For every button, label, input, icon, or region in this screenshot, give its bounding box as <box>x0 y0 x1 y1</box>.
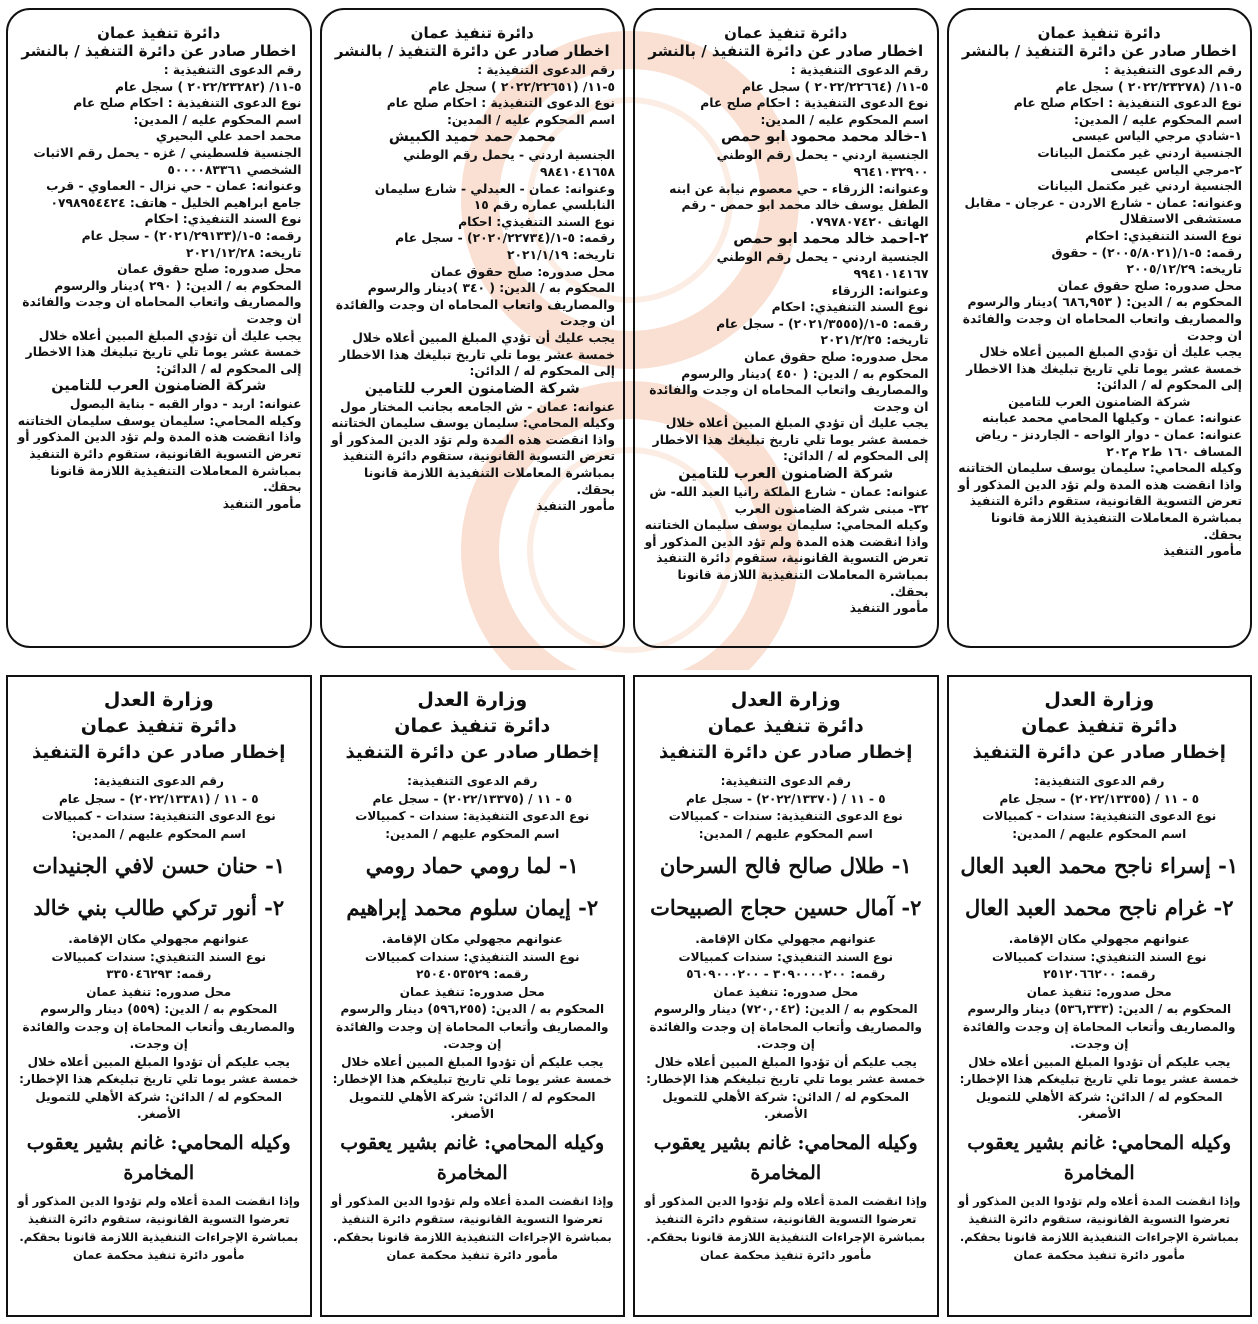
notice-line: مأمور التنفيذ <box>849 601 929 616</box>
notice-title: إخطار صادر عن دائرة التنفيذ <box>659 742 913 763</box>
creditor: المحكوم له / الدائن: شركة الأهلي للتمويل الأصغر. <box>348 1089 596 1121</box>
bond-number: رقمه: ٢٥١٢٠٦٦٢٠٠ <box>1043 967 1156 981</box>
notice-line: شركة الضامنون العرب للتامين <box>51 378 267 395</box>
notice-line: ٥-١١/ (٢٠٢٢/٢٣٢٧٨ ) سجل عام <box>1055 79 1242 94</box>
payment-instruction: يجب عليكم أن تؤدوا المبلغ المبين أعلاه خلال خمسة عشر يوما تلي تاريخ تبليغكم هذا الإخطار: <box>19 1054 299 1086</box>
notice-line: محمد احمد علي البحيري <box>155 129 302 144</box>
officer-signature: مأمور دائرة تنفيذ محكمة عمان <box>386 1247 559 1262</box>
bond-type: نوع السند التنفيذي: سندات كمبيالات <box>365 949 580 964</box>
ministry-name: وزارة العدل <box>103 689 214 711</box>
notice-dept: دائرة تنفيذ عمان <box>707 715 864 737</box>
debtors-label: اسم المحكوم عليهم / المدين: <box>1012 826 1187 841</box>
notice-card <box>947 8 1253 648</box>
case-label: رقم الدعوى التنفيذية: <box>720 774 851 788</box>
notice-line: نوع الدعوى التنفيذية : احكام صلح عام <box>386 96 615 111</box>
notice-line: عنوانه: عمان - شارع الملكة رانيا العبد الله- ش ٣٢- مبنى شركة الضامنون العرب <box>649 485 929 516</box>
notice-line: محل صدوره: صلح حقوق عمان <box>744 349 929 364</box>
debtor-address: عنوانهم مجهولي مكان الإقامة. <box>68 932 250 946</box>
notice-line: نوع السند التنفيذي: احكام <box>1085 228 1242 243</box>
notice-line: نوع السند التنفيذي: احكام <box>144 212 302 227</box>
notice-line: رقمه: ٥-١/(٢٠٢١/٢٩١٣٣) - سجل عام <box>81 228 302 243</box>
notice-line: الجنسية اردني - يحمل رقم الوطني ٩٦٤١٠٣٢٩٠٠ <box>716 148 929 179</box>
debtor-name: ١- لما رومي حماد رومي <box>365 853 579 878</box>
notice-line: وعنوانه: الزرقاء <box>831 283 929 298</box>
notice-line: شركة الضامنون العرب للتامين <box>364 380 580 397</box>
notice-card <box>320 675 626 1317</box>
notice-line: شركة الضامنون العرب للتامين <box>1008 394 1191 409</box>
notice-title: اخطار صادر عن دائرة التنفيذ / بالنشر <box>21 42 297 60</box>
notice-line: وكيله المحامي: سليمان يوسف سليمان الختاتنه <box>958 461 1242 476</box>
notice-line: اسم المحكوم عليه / المدين: <box>446 112 615 127</box>
closing-text: وإذا انقضت المدة أعلاه ولم تؤدوا الدين المذكور أو تعرضوا التسوية القانونية، ستقوم دائرة التنفيذ بمباشرة الإجراءات التنفيذية اللازمة قانونا بحقكم. <box>17 1193 301 1244</box>
notice-line: المحكوم به / الدين: ( ٢٩٠ )دينار والرسوم والمصاريف واتعاب المحاماه ان وجدت والفائدة ان وجدت <box>22 278 302 326</box>
lawyer-name: وكيله المحامي: غانم بشير يعقوب المخامرة <box>653 1131 918 1184</box>
notice-line: وعنوانه: عمان - حي نزال - العماوي - قرب جامع ابراهيم الخليل - هاتف: ٠٧٩٨٩٥٤٤٢٤ <box>46 179 302 210</box>
notice-line: نوع الدعوى التنفيذية : احكام صلح عام <box>700 96 929 111</box>
notice-line: وكيله المحامي: سليمان يوسف سليمان الختاتنه <box>17 413 302 428</box>
officer-signature: مأمور دائرة تنفيذ محكمة عمان <box>1013 1247 1186 1262</box>
creditor: المحكوم له / الدائن: شركة الأهلي للتمويل الأصغر. <box>35 1089 283 1121</box>
notice-card <box>633 8 939 648</box>
notice-line: يجب عليك أن تؤدي المبلغ المبين أعلاه خلال خمسة عشر يوما تلي تاريخ تبليغك هذا الاخطار إلى المحكوم له / الدائن: <box>339 330 615 379</box>
notice-line: مأمور التنفيذ <box>222 496 302 511</box>
closing-text: وإذا انقضت المدة أعلاه ولم تؤدوا الدين المذكور أو تعرضوا التسوية القانونية، ستقوم دائرة التنفيذ بمباشرة الإجراءات التنفيذية اللازمة قانونا بحقكم. <box>957 1193 1241 1244</box>
debtors-label: اسم المحكوم عليهم / المدين: <box>698 826 873 841</box>
notice-line: اسم المحكوم عليه / المدين: <box>133 112 302 127</box>
debtor-address: عنوانهم مجهولي مكان الإقامة. <box>381 932 563 946</box>
debtor-address: عنوانهم مجهولي مكان الإقامة. <box>695 932 877 946</box>
ministry-name: وزارة العدل <box>730 689 841 711</box>
debtors-label: اسم المحكوم عليهم / المدين: <box>385 826 560 841</box>
notice-line: مأمور التنفيذ <box>1163 544 1242 559</box>
debtor-name: ١- طلال صالح فالح السرحان <box>659 853 912 878</box>
case-label: رقم الدعوى التنفيذية: <box>1034 774 1165 788</box>
notice-line: تاريخه: ٢٠٢١/١٢/٢٨ <box>186 245 302 260</box>
lawyer-name: وكيله المحامي: غانم بشير يعقوب المخامرة <box>26 1131 291 1184</box>
debt-amount: المحكوم به / الدين: (٥٣٦,٣٣٣) دينار والرسوم والمصاريف وأتعاب المحاماة إن وجدت والفائدة إن وجدت. <box>963 1002 1236 1051</box>
closing-text: وإذا انقضت المدة أعلاه ولم تؤدوا الدين المذكور أو تعرضوا التسوية القانونية، ستقوم دائرة التنفيذ بمباشرة الإجراءات التنفيذية اللازمة قانونا بحقكم. <box>644 1193 928 1244</box>
notice-line: المحكوم به / الدين: ( ٤٥٠ )دينار والرسوم والمصاريف واتعاب المحاماه ان وجدت والفائدة ان وجدت <box>649 366 929 414</box>
lawyer-name: وكيله المحامي: غانم بشير يعقوب المخامرة <box>340 1131 605 1184</box>
debtor-name: ١- إسراء ناجح محمد العبد العال <box>960 853 1239 878</box>
closing-text: وإذا انقضت المدة أعلاه ولم تؤدوا الدين المذكور أو تعرضوا التسوية القانونية، ستقوم دائرة التنفيذ بمباشرة الإجراءات التنفيذية اللازمة قانونا بحقكم. <box>330 1193 614 1244</box>
debtor-name: ٢- إيمان سلوم محمد إبراهيم <box>346 895 599 920</box>
issued-place: محل صدوره: تنفيذ عمان <box>1026 984 1172 999</box>
notice-line: محمد حمد حميد الكبيش <box>388 129 556 146</box>
notice-line: نوع الدعوى التنفيذية : احكام صلح عام <box>73 96 302 111</box>
notice-dept: دائرة تنفيذ عمان <box>1021 715 1178 737</box>
debt-amount: المحكوم به / الدين: (٥٩٦,٢٥٥) دينار والرسوم والمصاريف وأتعاب المحاماة إن وجدت والفائدة إن وجدت. <box>336 1002 609 1051</box>
notice-line: الجنسية اردني - يحمل رقم الوطني ٩٩٤١٠١٤١٦٧ <box>716 250 929 281</box>
notice-line: محل صدوره: صلح حقوق عمان <box>117 262 302 277</box>
notice-line: رقم الدعوى التنفيذية : <box>1104 63 1242 77</box>
notice-line: اسم المحكوم عليه / المدين: <box>760 112 929 127</box>
creditor: المحكوم له / الدائن: شركة الأهلي للتمويل الأصغر. <box>975 1089 1223 1121</box>
notice-line: رقم الدعوى التنفيذية : <box>790 63 929 77</box>
notice-dept: دائرة تنفيذ عمان <box>97 24 221 42</box>
issued-place: محل صدوره: تنفيذ عمان <box>399 984 545 999</box>
case-type: نوع الدعوى التنفيذية: سندات - كمبيالات <box>41 809 276 823</box>
notice-line: عنوانه: عمان - ش الجامعه بجانب المختار مول <box>340 399 615 414</box>
notice-line: رقمه: ٥-١/(٢٠٢١/٣٥٥٥) - سجل عام <box>716 316 929 331</box>
notice-line: نوع السند التنفيذي: احكام <box>458 214 615 229</box>
debt-amount: المحكوم به / الدين: (٧٢٠,٠٤٢) دينار والرسوم والمصاريف وأتعاب المحاماة إن وجدت والفائدة إن وجدت. <box>649 1002 922 1051</box>
notice-card <box>633 675 939 1317</box>
bottom-notices-row <box>6 675 1252 1317</box>
notice-line: وعنوانه: عمان - العبدلي - شارع سليمان النابلسي عماره رقم ١٥ <box>374 181 615 213</box>
notice-line: الجنسية اردني غير مكتمل البيانات <box>1037 145 1242 160</box>
notice-dept: دائرة تنفيذ عمان <box>1037 24 1161 42</box>
case-number: ٥ - ١١ / (٢٠٢٢/١٣٣٧٥) - سجل عام <box>372 791 573 806</box>
notice-line: وكيله المحامي: سليمان يوسف سليمان الختاتنه <box>644 518 929 533</box>
notice-title: اخطار صادر عن دائرة التنفيذ / بالنشر <box>334 42 610 60</box>
notice-line: ١-شادي مرجي الياس عيسى <box>1071 129 1242 144</box>
notice-line: رقم الدعوى التنفيذية : <box>477 63 615 77</box>
notice-line: وعنوانه: الزرقاء - حي معصوم نيابة عن ابنه الطفل يوسف خالد محمد ابو حمص - رقم الهاتف ٠٧٩٧٨٠٧٤٢٠ <box>669 181 929 229</box>
top-notices-row <box>6 8 1252 648</box>
payment-instruction: يجب عليكم أن تؤدوا المبلغ المبين أعلاه خلال خمسة عشر يوما تلي تاريخ تبليغكم هذا الإخطار: <box>646 1054 926 1086</box>
case-label: رقم الدعوى التنفيذية: <box>93 774 224 788</box>
ministry-name: وزارة العدل <box>1044 689 1155 711</box>
notice-line: رقم الدعوى التنفيذية : <box>163 63 302 77</box>
notice-title: إخطار صادر عن دائرة التنفيذ <box>32 742 286 763</box>
bond-number: رقمه: ٢٥٠٤٠٥٣٥٢٩ <box>416 967 529 981</box>
payment-instruction: يجب عليكم أن تؤدوا المبلغ المبين أعلاه خلال خمسة عشر يوما تلي تاريخ تبليغكم هذا الإخطار: <box>959 1054 1239 1086</box>
lawyer-name: وكيله المحامي: غانم بشير يعقوب المخامرة <box>967 1131 1232 1184</box>
notice-line: واذا انقضت هذه المدة ولم تؤد الدين المذكور أو تعرض التسوية القانونية، ستقوم دائرة التنفيذ بمباشرة المعاملات التنفيذية اللازمة قانونا بحقك. <box>17 430 302 495</box>
bond-type: نوع السند التنفيذي: سندات كمبيالات <box>992 949 1207 964</box>
notice-line: ٢-احمد خالد محمد ابو حمص <box>733 231 929 248</box>
notice-line: ١-خالد محمد محمود ابو حمص <box>721 129 929 146</box>
notice-line: واذا انقضت هذه المدة ولم تؤد الدين المذكور أو تعرض التسوية القانونية، ستقوم دائرة التنفيذ بمباشرة المعاملات التنفيذية اللازمة قانونا بحقك. <box>644 534 929 599</box>
notice-line: الجنسية فلسطيني / غزه - يحمل رقم الاثبات الشخصي ٥٠٠٠٠٨٣٣٦١ <box>33 145 302 177</box>
notice-line: ٢-مرجي الياس عيسى <box>1110 162 1242 177</box>
debtor-name: ٢- غرام ناجح محمد العبد العال <box>965 895 1234 920</box>
notice-line: ٥-١١/ (٢٠٢٢/٢٣٢٨٢ ) سجل عام <box>114 79 302 94</box>
notice-line: شركة الضامنون العرب للتامين <box>678 466 894 483</box>
payment-instruction: يجب عليكم أن تؤدوا المبلغ المبين أعلاه خلال خمسة عشر يوما تلي تاريخ تبليغكم هذا الإخطار: <box>332 1054 612 1086</box>
case-type: نوع الدعوى التنفيذية: سندات - كمبيالات <box>668 809 903 823</box>
case-number: ٥ - ١١ / (٢٠٢٢/١٣٣٨١) - سجل عام <box>58 791 259 806</box>
notice-line: اسم المحكوم عليه / المدين: <box>1073 112 1242 127</box>
case-label: رقم الدعوى التنفيذية: <box>407 774 538 788</box>
notice-line: يجب عليك أن تؤدي المبلغ المبين أعلاه خلال خمسة عشر يوما تلي تاريخ تبليغك هذا الاخطار إلى المحكوم له / الدائن: <box>966 345 1242 393</box>
notice-line: تاريخه: ٢٠٢١/٢/٢٥ <box>820 333 929 348</box>
notice-card <box>6 675 312 1317</box>
debtor-address: عنوانهم مجهولي مكان الإقامة. <box>1008 932 1190 946</box>
notice-line: ٥-١١/ (٢٠٢٢/٢٢٦٦٤ ) سجل عام <box>741 79 929 94</box>
officer-signature: مأمور دائرة تنفيذ محكمة عمان <box>699 1247 872 1262</box>
notice-dept: دائرة تنفيذ عمان <box>724 24 848 42</box>
debtor-name: ٢- أنور تركي طالب بني خالد <box>33 895 285 920</box>
notice-line: محل صدوره: صلح حقوق عمان <box>1057 278 1242 293</box>
notice-title: إخطار صادر عن دائرة التنفيذ <box>972 742 1226 763</box>
notice-dept: دائرة تنفيذ عمان <box>410 24 534 42</box>
notice-line: تاريخه: ٢٠٠٥/١٢/٢٩ <box>1126 262 1242 277</box>
notice-line: وعنوانه: عمان - شارع الاردن - عرجان - مقابل مستشفى الاستقلال <box>964 195 1242 227</box>
issued-place: محل صدوره: تنفيذ عمان <box>86 984 232 999</box>
notice-line: رقمه: ٥-١/(٢٠٠٥/٨٠٢١) - حقوق <box>1051 245 1242 260</box>
bond-number: رقمه: ٣٠٩٠٠٠٠٢٠٠ - ٥٦٠٩٠٠٠٢٠٠ <box>686 967 886 981</box>
notice-line: محل صدوره: صلح حقوق عمان <box>430 264 615 279</box>
notice-line: عنوانه: عمان - دوار الواحه - الجاردنز - رياض المساف ١٦٠ ط٢ م٢٠٢ <box>975 428 1242 459</box>
notice-line: المحكوم به / الدين: ( ٣٤٠ )دينار والرسوم والمصاريف واتعاب المحاماه ان وجدت والفائدة ان وجدت <box>335 281 615 329</box>
notice-line: نوع الدعوى التنفيذية : احكام صلح عام <box>1013 96 1242 111</box>
ministry-name: وزارة العدل <box>417 689 528 711</box>
bond-number: رقمه: ٣٣٥٠٤٦٢٩٣ <box>106 967 212 981</box>
notice-line: وكيله المحامي: سليمان يوسف سليمان الختاتنه <box>331 416 615 431</box>
bond-type: نوع السند التنفيذي: سندات كمبيالات <box>51 949 266 964</box>
notice-dept: دائرة تنفيذ عمان <box>80 715 237 737</box>
notice-line: المحكوم به / الدين: ( ٦٨٦,٩٥٣ )دينار والرسوم والمصاريف واتعاب المحاماه ان وجدت والفائدة ان وجدت <box>962 295 1242 343</box>
notice-line: تاريخه: ٢٠٢١/١/١٩ <box>507 247 615 262</box>
issued-place: محل صدوره: تنفيذ عمان <box>713 984 859 999</box>
notice-line: مأمور التنفيذ <box>536 499 615 514</box>
notice-dept: دائرة تنفيذ عمان <box>394 715 551 737</box>
notice-line: يجب عليك أن تؤدي المبلغ المبين أعلاه خلال خمسة عشر يوما تلي تاريخ تبليغك هذا الاخطار إلى المحكوم له / الدائن: <box>652 416 929 464</box>
officer-signature: مأمور دائرة تنفيذ محكمة عمان <box>72 1247 245 1262</box>
bond-type: نوع السند التنفيذي: سندات كمبيالات <box>678 949 893 964</box>
debtors-label: اسم المحكوم عليهم / المدين: <box>71 826 246 841</box>
notice-line: ٥-١١/ (٢٠٢٢/٢٢٦٥١ ) سجل عام <box>428 79 615 94</box>
notice-line: واذا انقضت هذه المدة ولم تؤد الدين المذكور أو تعرض التسوية القانونية، ستقوم دائرة التنفيذ بمباشرة المعاملات التنفيذية اللازمة قانونا بحقك. <box>958 477 1242 542</box>
notice-line: نوع السند التنفيذي: احكام <box>771 300 929 315</box>
notice-line: عنوانه: عمان - وكيلها المحامي محمد عبابنه <box>981 411 1242 426</box>
notice-line: رقمه: ٥-١/(٢٠٢٠/٢٢٧٣٤) - سجل عام <box>395 231 615 246</box>
notice-line: واذا انقضت هذه المدة ولم تؤد الدين المذكور أو تعرض التسوية القانونية، ستقوم دائرة التنفيذ بمباشرة المعاملات التنفيذية اللازمة قانونا بحقك. <box>331 432 615 497</box>
case-number: ٥ - ١١ / (٢٠٢٢/١٣٣٥٥) - سجل عام <box>999 791 1200 806</box>
notice-title: اخطار صادر عن دائرة التنفيذ / بالنشر <box>648 42 924 60</box>
notice-title: اخطار صادر عن دائرة التنفيذ / بالنشر <box>961 42 1237 60</box>
notice-line: عنوانه: اربد - دوار القبه - بناية البصول <box>69 397 302 412</box>
debtor-name: ٢- آمال حسين حجاج الصبيحات <box>650 895 922 920</box>
case-number: ٥ - ١١ / (٢٠٢٢/١٣٣٧٠) - سجل عام <box>685 791 886 806</box>
notice-title: إخطار صادر عن دائرة التنفيذ <box>345 742 599 763</box>
notice-card <box>6 8 312 648</box>
creditor: المحكوم له / الدائن: شركة الأهلي للتمويل الأصغر. <box>662 1089 910 1121</box>
debt-amount: المحكوم به / الدين: (٥٥٩) دينار والرسوم والمصاريف وأتعاب المحاماة إن وجدت والفائدة إن وجدت. <box>22 1002 295 1051</box>
debtor-name: ١- حنان حسن لافي الجنيدات <box>32 853 286 878</box>
notice-card <box>947 675 1253 1317</box>
notice-line: الجنسية اردني - يحمل رقم الوطني ٩٨٤١٠٤١٦٥٨ <box>403 148 615 179</box>
case-type: نوع الدعوى التنفيذية: سندات - كمبيالات <box>982 809 1217 823</box>
notice-line: يجب عليك أن تؤدي المبلغ المبين أعلاه خلال خمسة عشر يوما تلي تاريخ تبليغك هذا الاخطار إلى المحكوم له / الدائن: <box>25 328 302 376</box>
case-type: نوع الدعوى التنفيذية: سندات - كمبيالات <box>355 809 590 823</box>
notice-line: الجنسية اردني غير مكتمل البيانات <box>1037 179 1242 194</box>
notice-card <box>320 8 626 648</box>
